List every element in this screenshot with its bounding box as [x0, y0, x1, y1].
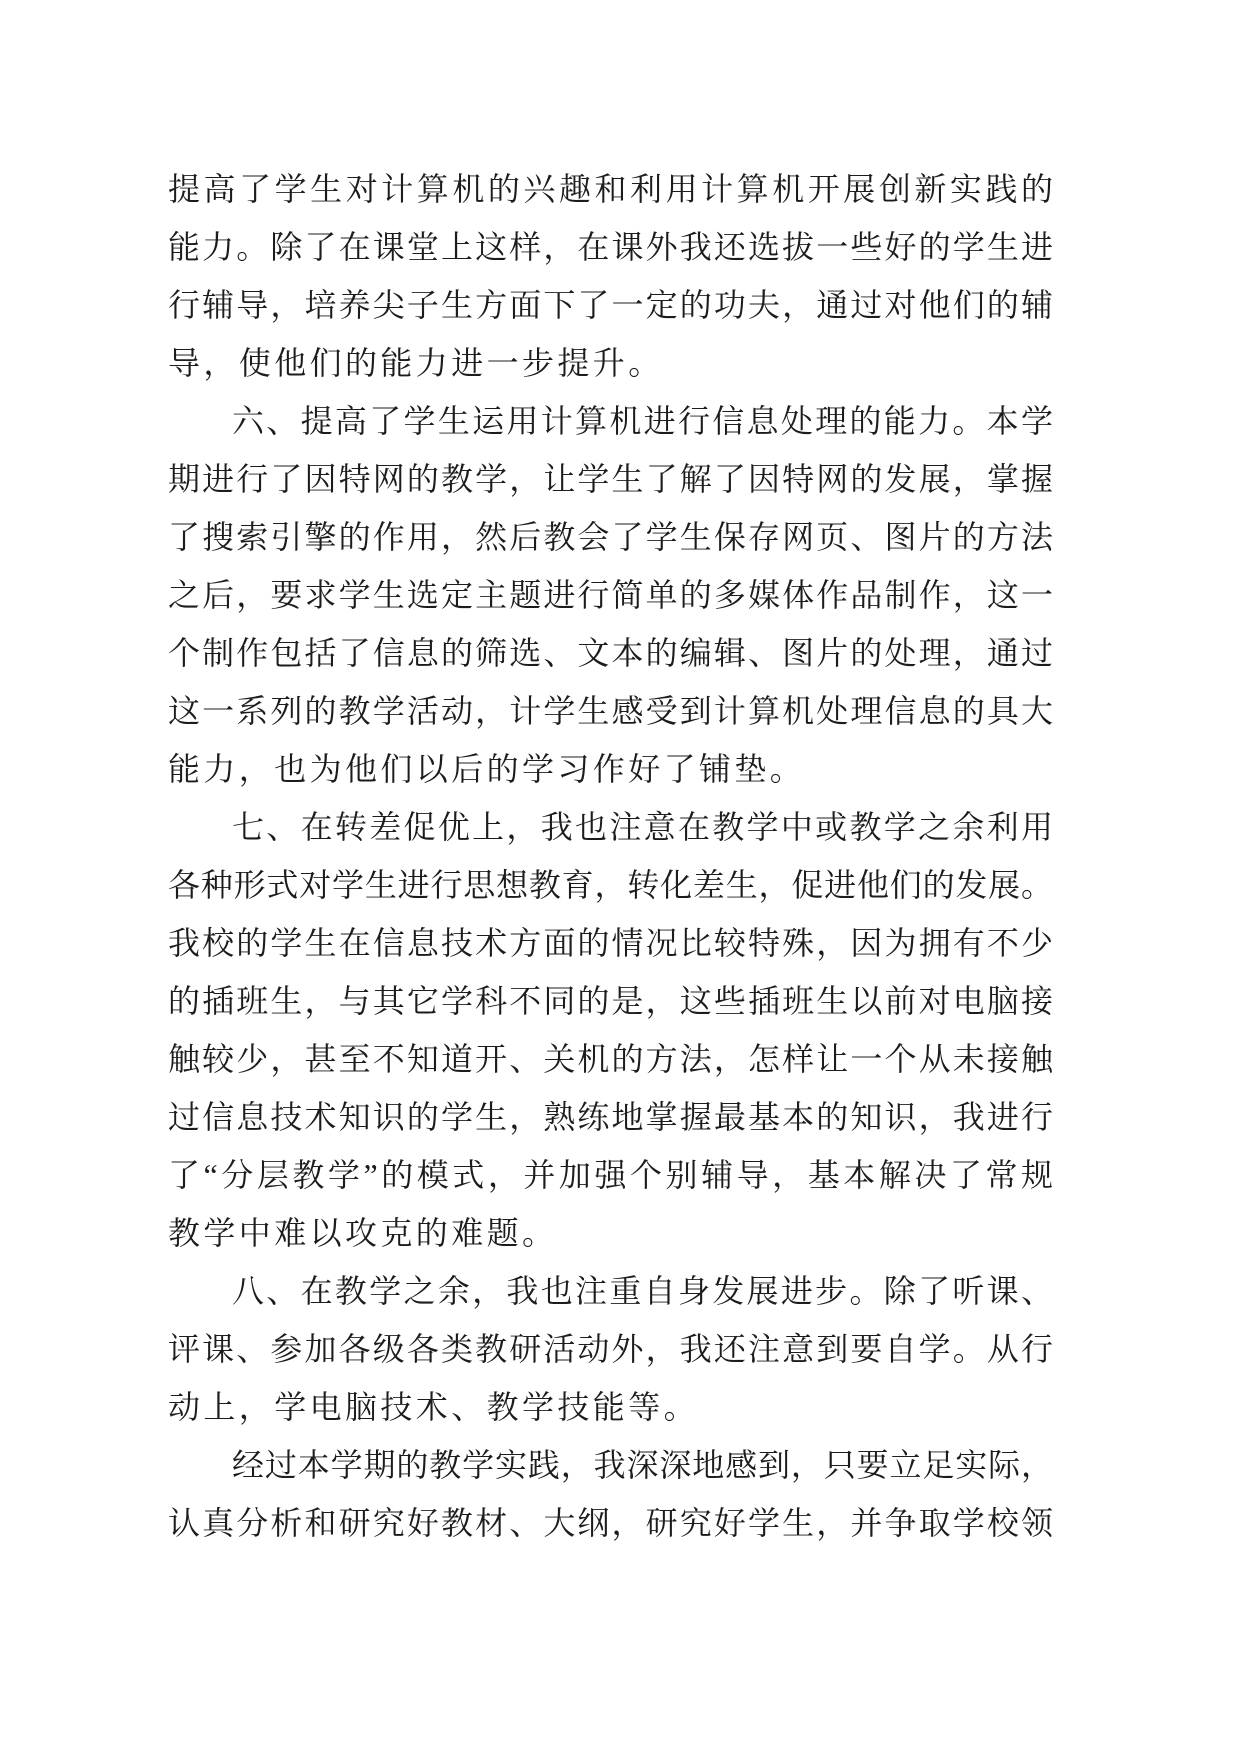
- text-line: 过信息技术知识的学生，熟练地掌握最基本的知识，我进行: [168, 1099, 1053, 1135]
- text-line: 各种形式对学生进行思想教育，转化差生，促进他们的发展。: [168, 867, 1053, 903]
- text-line: 经过本学期的教学实践，我深深地感到，只要立足实际，: [232, 1447, 1053, 1483]
- text-line: 这一系列的教学活动，计学生感受到计算机处理信息的具大: [168, 693, 1053, 729]
- text-line: 提高了学生对计算机的兴趣和利用计算机开展创新实践的: [168, 171, 1053, 207]
- text-line: 的插班生，与其它学科不同的是，这些插班生以前对电脑接: [168, 983, 1053, 1019]
- text-line: 期进行了因特网的教学，让学生了解了因特网的发展，掌握: [168, 461, 1053, 497]
- text-line: 七、在转差促优上，我也注意在教学中或教学之余利用: [232, 809, 1053, 845]
- document-body: [168, 160, 1053, 1552]
- text-line: 行辅导，培养尖子生方面下了一定的功夫，通过对他们的辅: [168, 287, 1053, 323]
- text-line: 了搜索引擎的作用，然后教会了学生保存网页、图片的方法: [168, 519, 1053, 555]
- text-line: 八、在教学之余，我也注重自身发展进步。除了听课、: [232, 1273, 1053, 1309]
- text-line: 导，使他们的能力进一步提升。: [168, 345, 664, 381]
- text-line: 评课、参加各级各类教研活动外，我还注意到要自学。从行: [168, 1331, 1053, 1367]
- text-line: 触较少，甚至不知道开、关机的方法，怎样让一个从未接触: [168, 1041, 1053, 1077]
- text-line: 我校的学生在信息技术方面的情况比较特殊，因为拥有不少: [168, 925, 1053, 961]
- text-line: 个制作包括了信息的筛选、文本的编辑、图片的处理，通过: [168, 635, 1053, 671]
- text-line: 了“分层教学”的模式，并加强个别辅导，基本解决了常规: [168, 1157, 1053, 1193]
- text-line: 之后，要求学生选定主题进行简单的多媒体作品制作，这一: [168, 577, 1053, 613]
- text-line: 认真分析和研究好教材、大纲，研究好学生，并争取学校领: [168, 1505, 1053, 1541]
- text-line: 动上，学电脑技术、教学技能等。: [168, 1389, 700, 1425]
- text-line: 教学中难以攻克的难题。: [168, 1215, 558, 1251]
- text-line: 能力。除了在课堂上这样，在课外我还选拔一些好的学生进: [168, 229, 1053, 265]
- text-line: 能力，也为他们以后的学习作好了铺垫。: [168, 751, 806, 787]
- text-line: 六、提高了学生运用计算机进行信息处理的能力。本学: [232, 403, 1053, 439]
